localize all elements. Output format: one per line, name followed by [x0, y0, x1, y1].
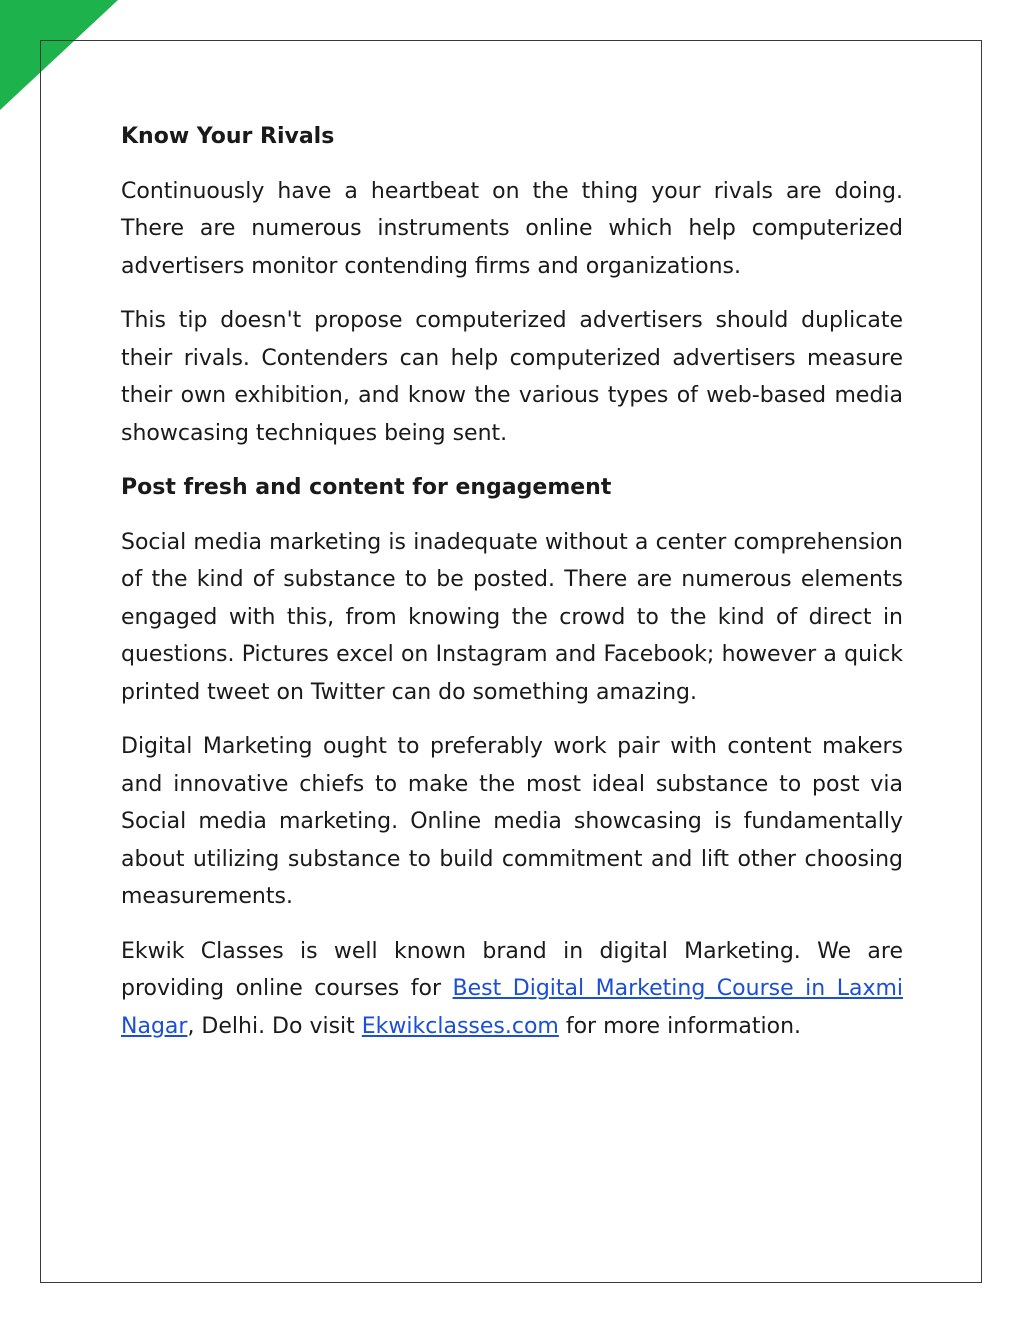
heading-post-fresh-content: Post fresh and content for engagement: [121, 475, 612, 500]
paragraph-content-1: Social media marketing is inadequate without a center comprehension of the kind of substance to be posted. There are numerous elements engaged with this, from knowing the crowd to the kind of direct in questions. Pictures excel on Instagram and Facebook; however a quick printed tweet on Twitter can do something amazing.: [121, 529, 903, 705]
heading-know-your-rivals: Know Your Rivals: [121, 124, 335, 149]
closing-text-start: Ekwik Classes is well known brand in digital Marketing. We are providing online courses for: [121, 938, 903, 1001]
paragraph-content-2: Digital Marketing ought to preferably work pair with content makers and innovative chiefs to make the most ideal substance to post via Social media marketing. Online media showcasing is fundamentally about utilizing substance to build commitment and lift other choosing measurements.: [121, 734, 903, 909]
course-link[interactable]: Best Digital Marketing Course in Laxmi Nagar: [121, 976, 904, 1039]
closing-text-end: for more information.: [558, 1013, 802, 1039]
paragraph-rivals-1: Continuously have a heartbeat on the thing your rivals are doing. There are numerous instruments online which help computerized advertisers monitor contending firms and organizations.: [121, 178, 903, 279]
paragraph-rivals-2: This tip doesn't propose computerized advertisers should duplicate their rivals. Contenders can help computerized advertisers measure their own exhibition, and know the various types of web-based media showcasing techniques being sent.: [121, 308, 903, 446]
closing-text-middle: , Delhi. Do visit: [187, 1013, 362, 1039]
document-content: [121, 118, 903, 1062]
paragraph-closing: [121, 933, 903, 1046]
website-link[interactable]: Ekwikclasses.com: [361, 1013, 559, 1039]
